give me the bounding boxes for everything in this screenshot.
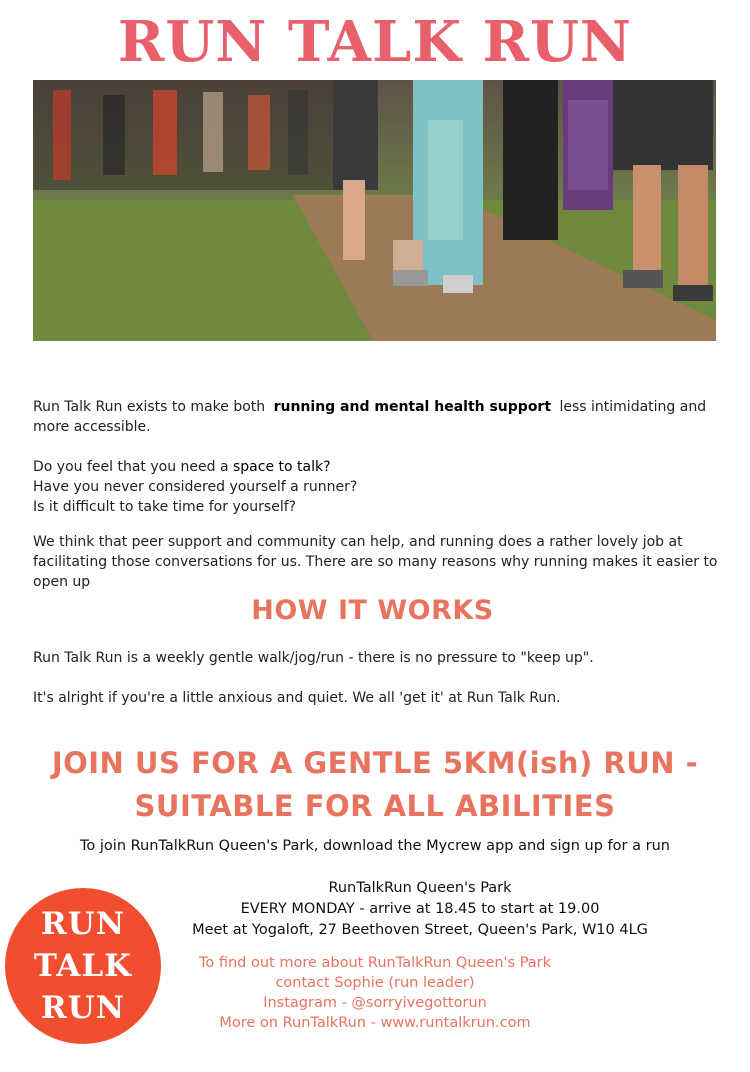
- question-1-text: Do you feel that you need a: [33, 459, 229, 475]
- logo-line-2: TALK: [33, 948, 133, 984]
- peer-support-paragraph: We think that peer support and community can help, and running does a rather lovely job at facilitating those conversations for us. There are so many reasons why running makes it easier to open up: [33, 534, 718, 590]
- questions-paragraph: [33, 457, 723, 517]
- join-heading-line-1: JOIN US FOR A GENTLE 5KM(ish) RUN -: [51, 746, 699, 780]
- page-title: RUN TALK RUN: [117, 9, 633, 75]
- question-1: [33, 457, 723, 477]
- question-3: Is it difficult to take time for yourself?: [33, 499, 297, 515]
- contact-info: [170, 953, 580, 1033]
- join-instructions: To join RunTalkRun Queen's Park, download the Mycrew app and sign up for a run: [80, 838, 670, 854]
- runners-photo: [33, 80, 716, 341]
- logo-line-1: RUN: [40, 906, 126, 942]
- question-1-emphasis: space to talk?: [233, 459, 331, 475]
- run-details: [185, 878, 655, 941]
- contact-line-2: contact Sophie (run leader): [275, 975, 475, 991]
- join-heading: [0, 742, 750, 828]
- instagram-link[interactable]: Instagram - @sorryivegottorun: [263, 995, 487, 1011]
- intro-paragraph: [33, 397, 723, 437]
- how-it-works-text-1: Run Talk Run is a weekly gentle walk/jog/run - there is no pressure to "keep up".: [33, 650, 594, 666]
- intro-highlight: running and mental health support: [273, 399, 552, 415]
- meeting-location: Meet at Yogaloft, 27 Beethoven Street, Queen's Park, W10 4LG: [192, 922, 648, 938]
- join-heading-line-2: SUITABLE FOR ALL ABILITIES: [134, 789, 616, 823]
- logo-line-3: RUN: [40, 990, 126, 1026]
- how-it-works-text-2: It's alright if you're a little anxious and quiet. We all 'get it' at Run Talk Run.: [33, 690, 561, 706]
- website-link[interactable]: More on RunTalkRun - www.runtalkrun.com: [219, 1015, 531, 1031]
- intro-text-start: Run Talk Run exists to make both: [33, 399, 266, 415]
- group-name: RunTalkRun Queen's Park: [328, 880, 512, 896]
- contact-line-1: To find out more about RunTalkRun Queen's Park: [198, 955, 552, 971]
- intro-text-end: less intimidating and more accessible.: [33, 399, 707, 435]
- run-talk-run-logo: [5, 888, 161, 1044]
- schedule: EVERY MONDAY - arrive at 18.45 to start at 19.00: [240, 901, 600, 917]
- question-2: Have you never considered yourself a runner?: [33, 479, 358, 495]
- how-it-works-heading: HOW IT WORKS: [251, 595, 494, 626]
